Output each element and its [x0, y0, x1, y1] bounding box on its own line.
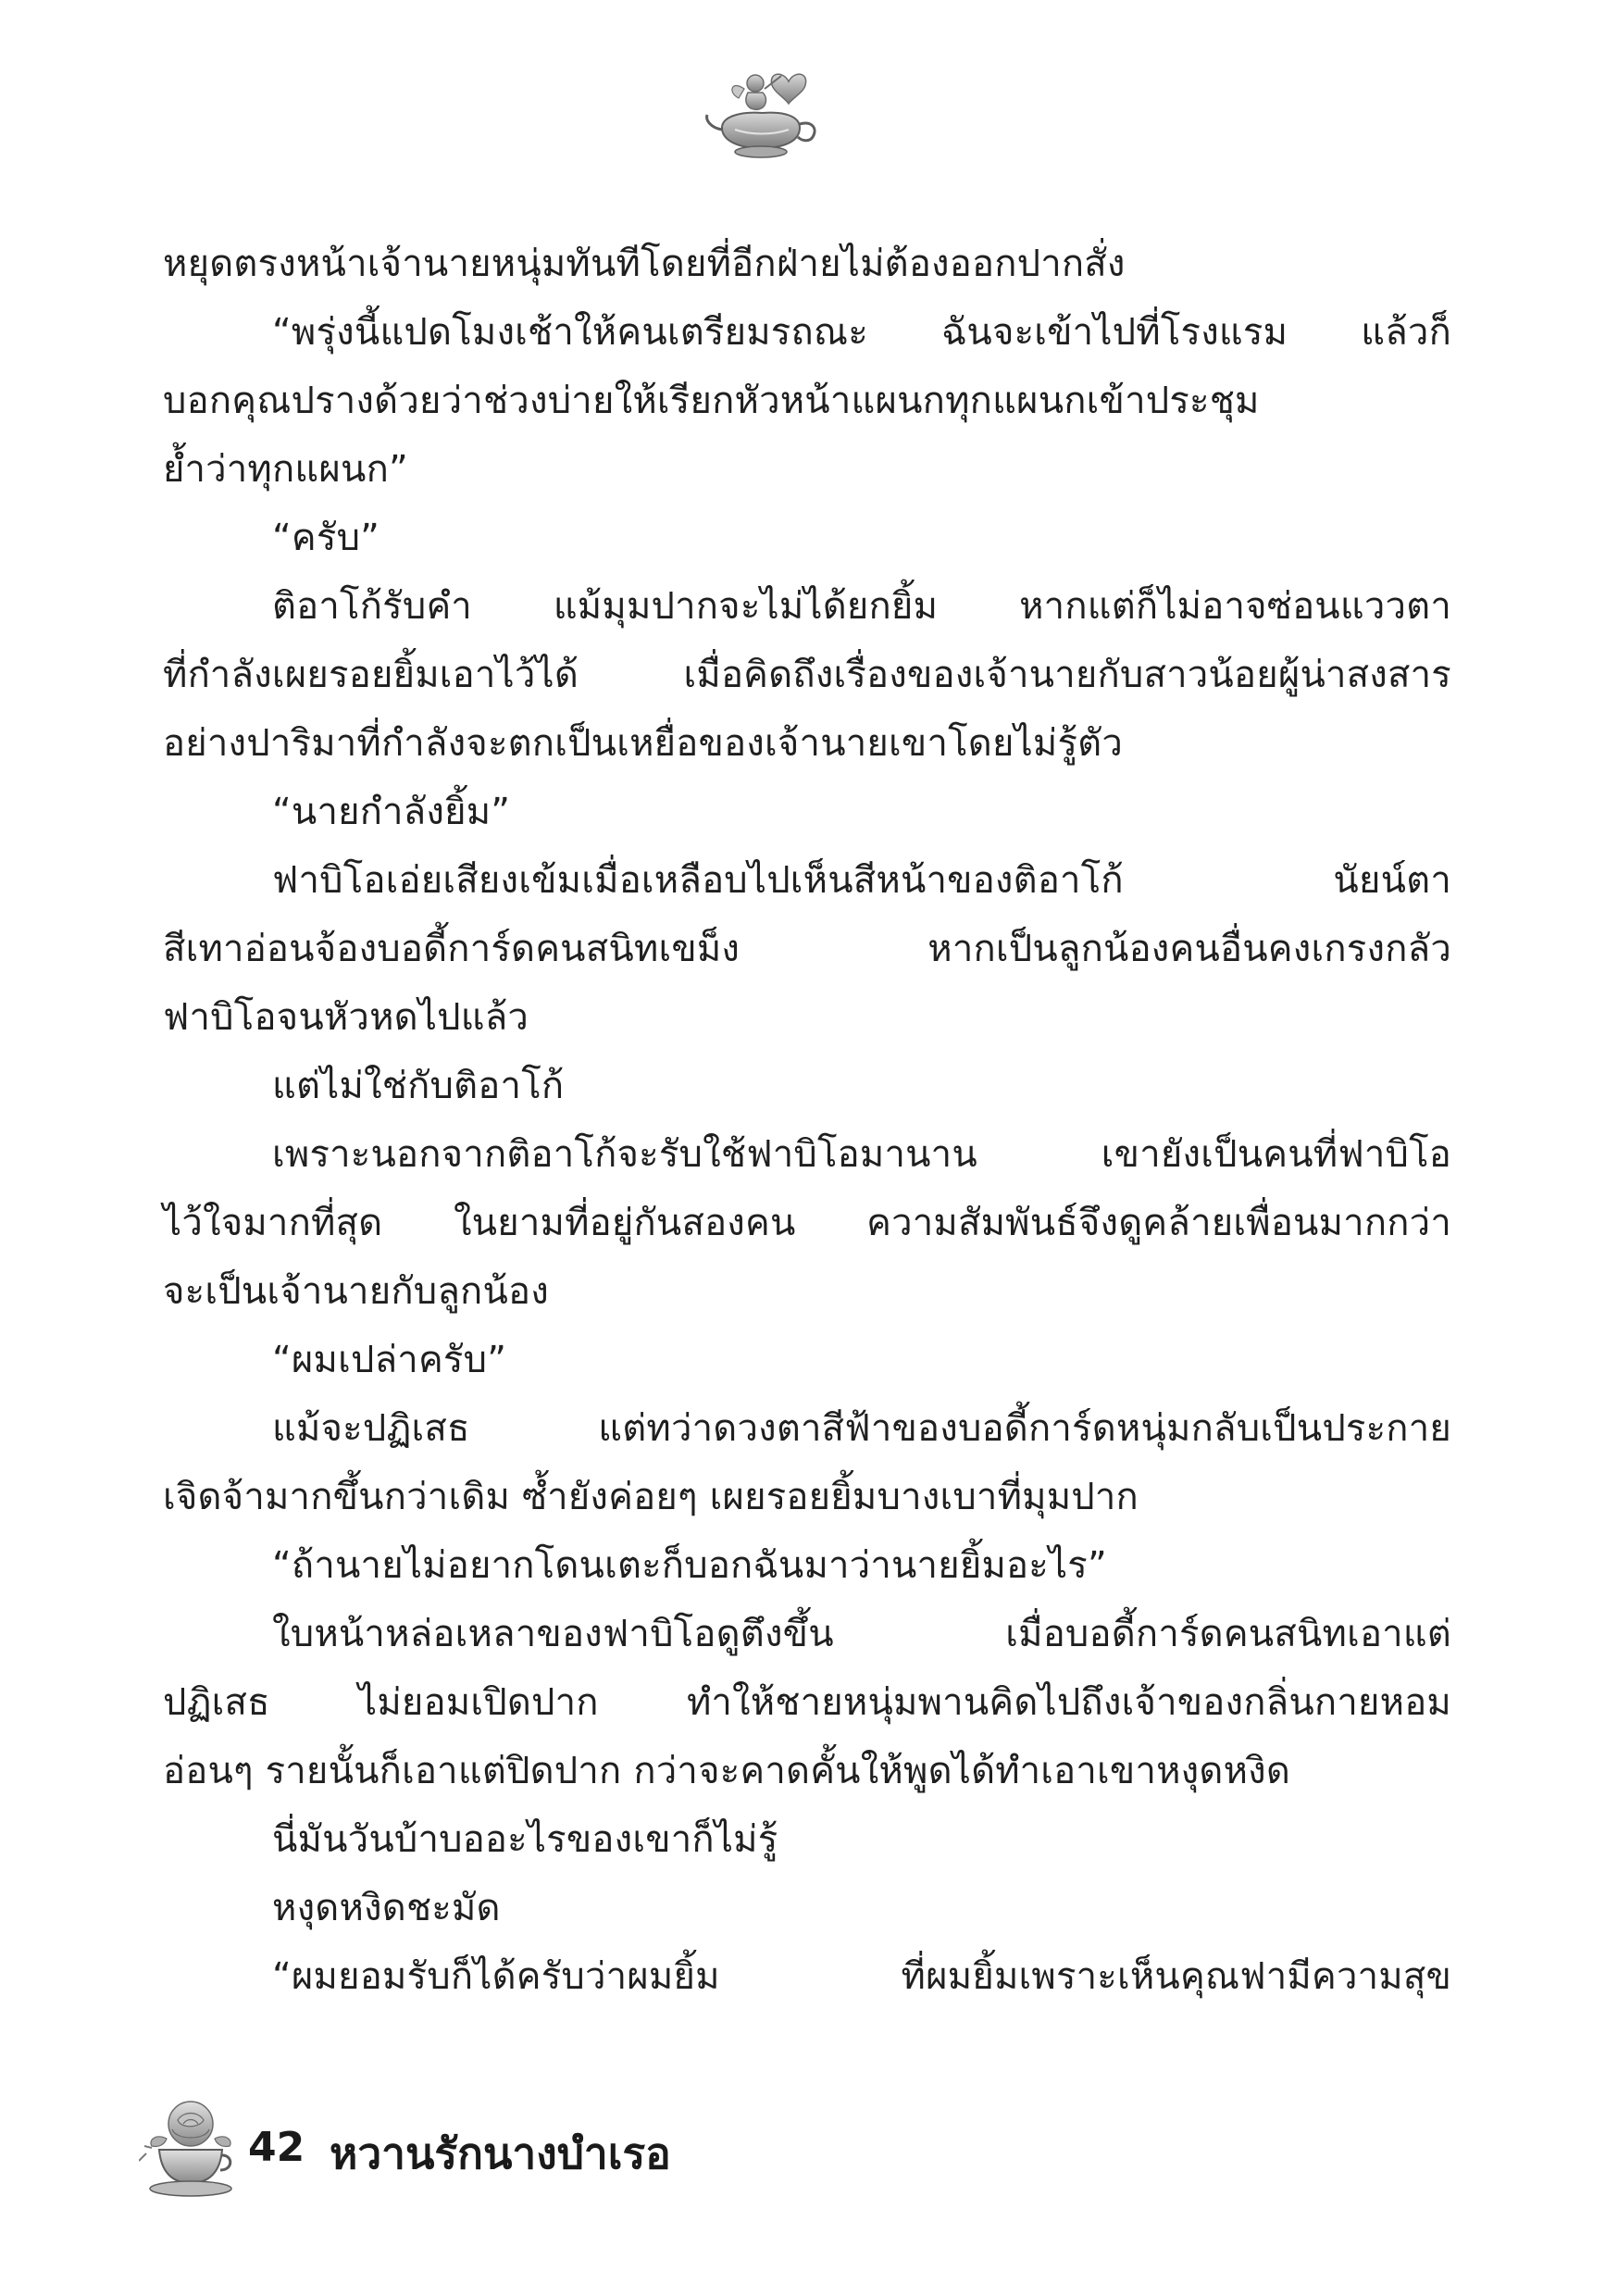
text-line: “ผมเปล่าครับ” — [272, 1339, 507, 1381]
text-line: เพราะนอกจากติอาโก้จะรับใช้ฟาบิโอมานาน เขายังเป็นคนที่ฟาบิโอ — [272, 1133, 1451, 1176]
text-line: ย้ำว่าทุกแผนก” — [163, 448, 408, 491]
text-line: “ถ้านายไม่อยากโดนเตะก็บอกฉันมาว่านายยิ้มอะไร” — [272, 1544, 1107, 1587]
text-line: ใบหน้าหล่อเหลาของฟาบิโอดูตึงขึ้น เมื่อบอดี้การ์ดคนสนิทเอาแต่ — [272, 1613, 1451, 1655]
text-line: ฟาบิโอเอ่ยเสียงเข้มเมื่อเหลือบไปเห็นสีหน้าของติอาโก้ นัยน์ตา — [272, 859, 1451, 902]
text-line: ฟาบิโอจนหัวหดไปแล้ว — [163, 996, 529, 1039]
text-line: “ผมยอมรับก็ได้ครับว่าผมยิ้ม ที่ผมยิ้มเพราะเห็นคุณฟามีความสุข — [272, 1955, 1451, 1998]
text-line: “ครับ” — [272, 517, 380, 559]
text-line: จะเป็นเจ้านายกับลูกน้อง — [163, 1270, 549, 1313]
page-footer — [139, 2092, 879, 2203]
text-line: ไว้ใจมากที่สุด ในยามที่อยู่กันสองคน ความสัมพันธ์จึงดูคล้ายเพื่อนมากกว่า — [163, 1202, 1451, 1244]
text-line: นี่มันวันบ้าบออะไรของเขาก็ไม่รู้ — [272, 1818, 778, 1861]
text-line: ติอาโก้รับคำ แม้มุมปากจะไม่ได้ยกยิ้ม หากแต่ก็ไม่อาจซ่อนแววตา — [272, 585, 1451, 628]
text-line: ที่กำลังเผยรอยยิ้มเอาไว้ได้ เมื่อคิดถึงเรื่องของเจ้านายกับสาวน้อยผู้น่าสงสาร — [163, 654, 1451, 696]
text-line: “พรุ่งนี้แปดโมงเช้าให้คนเตรียมรถณะ ฉันจะเข้าไปที่โรงแรม แล้วก็ — [272, 311, 1451, 354]
page-number: 42 — [248, 2124, 305, 2171]
teapot-cupid-ornament-icon — [703, 56, 824, 167]
book-title: หวานรักนางบำเรอ — [330, 2128, 671, 2178]
text-line: ปฏิเสธ ไม่ยอมเปิดปาก ทำให้ชายหนุ่มพานคิดไปถึงเจ้าของกลิ่นกายหอม — [163, 1681, 1451, 1724]
page-body-text — [163, 230, 1451, 2011]
text-line: เจิดจ้ามากขึ้นกว่าเดิม ซ้ำยังค่อยๆ เผยรอยยิ้มบางเบาที่มุมปาก — [163, 1476, 1139, 1518]
text-line: “นายกำลังยิ้ม” — [272, 791, 511, 833]
text-line: สีเทาอ่อนจ้องบอดี้การ์ดคนสนิทเขม็ง หากเป็นลูกน้องคนอื่นคงเกรงกลัว — [163, 928, 1451, 970]
text-line: หงุดหงิดชะมัด — [272, 1887, 501, 1929]
rose-teacup-ornament-icon — [139, 2092, 241, 2202]
text-line: อย่างปาริมาที่กำลังจะตกเป็นเหยื่อของเจ้านายเขาโดยไม่รู้ตัว — [163, 722, 1124, 765]
text-line: บอกคุณปรางด้วยว่าช่วงบ่ายให้เรียกหัวหน้าแผนกทุกแผนกเข้าประชุม — [163, 380, 1260, 422]
text-line: หยุดตรงหน้าเจ้านายหนุ่มทันทีโดยที่อีกฝ่ายไม่ต้องออกปากสั่ง — [163, 243, 1126, 285]
text-line: แต่ไม่ใช่กับติอาโก้ — [272, 1065, 565, 1107]
text-line: อ่อนๆ รายนั้นก็เอาแต่ปิดปาก กว่าจะคาดคั้นให้พูดได้ทำเอาเขาหงุดหงิด — [163, 1750, 1291, 1792]
text-line: แม้จะปฏิเสธ แต่ทว่าดวงตาสีฟ้าของบอดี้การ์ดหนุ่มกลับเป็นประกาย — [272, 1407, 1451, 1450]
